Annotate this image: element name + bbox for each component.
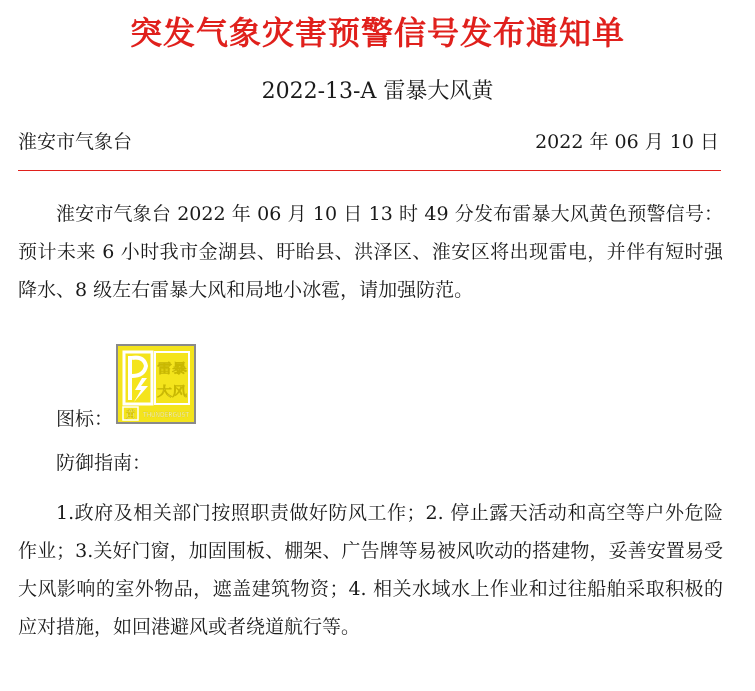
header-divider [18,170,721,171]
guidance-paragraph: 1.政府及相关部门按照职责做好防风工作；2. 停止露天活动和高空等户外危险作业；3.关好门窗，加固围板、棚架、广告牌等易被风吹动的搭建物，妥善安置易受大风影响的室外物品，遮盖建筑物资；4. 相关水域水上作业和过往船舶采取积极的应对措施，如回港避风或者绕道航行等。 [18,502,723,638]
signal-text-bottom: 大风 [157,385,184,400]
signal-badge: 黄 [125,410,136,421]
issue-date: 2022 年 06 月 10 日 [535,131,719,153]
signal-text-top: 雷暴 [157,362,184,377]
thunderstorm-gale-yellow-signal-icon [116,344,196,424]
document-title: 突发气象灾害预警信号发布通知单 [129,14,625,52]
icon-label: 图标： [56,408,114,430]
warning-paragraph: 淮安市气象台 2022 年 06 月 10 日 13 时 49 分发布雷暴大风黄色预警信号：预计未来 6 小时我市金湖县、盱眙县、洪泽区、淮安区将出现雷电，并伴有短时强降水、8 级左右雷暴大风和局地小冰雹，请加强防范。 [18,203,723,301]
guide-label: 防御指南： [56,452,152,474]
issuer-name: 淮安市气象台 [18,131,133,153]
signal-code: THUNDERGUST [142,411,190,419]
document-number: 2022-13-A 雷暴大风黄 [261,79,494,104]
